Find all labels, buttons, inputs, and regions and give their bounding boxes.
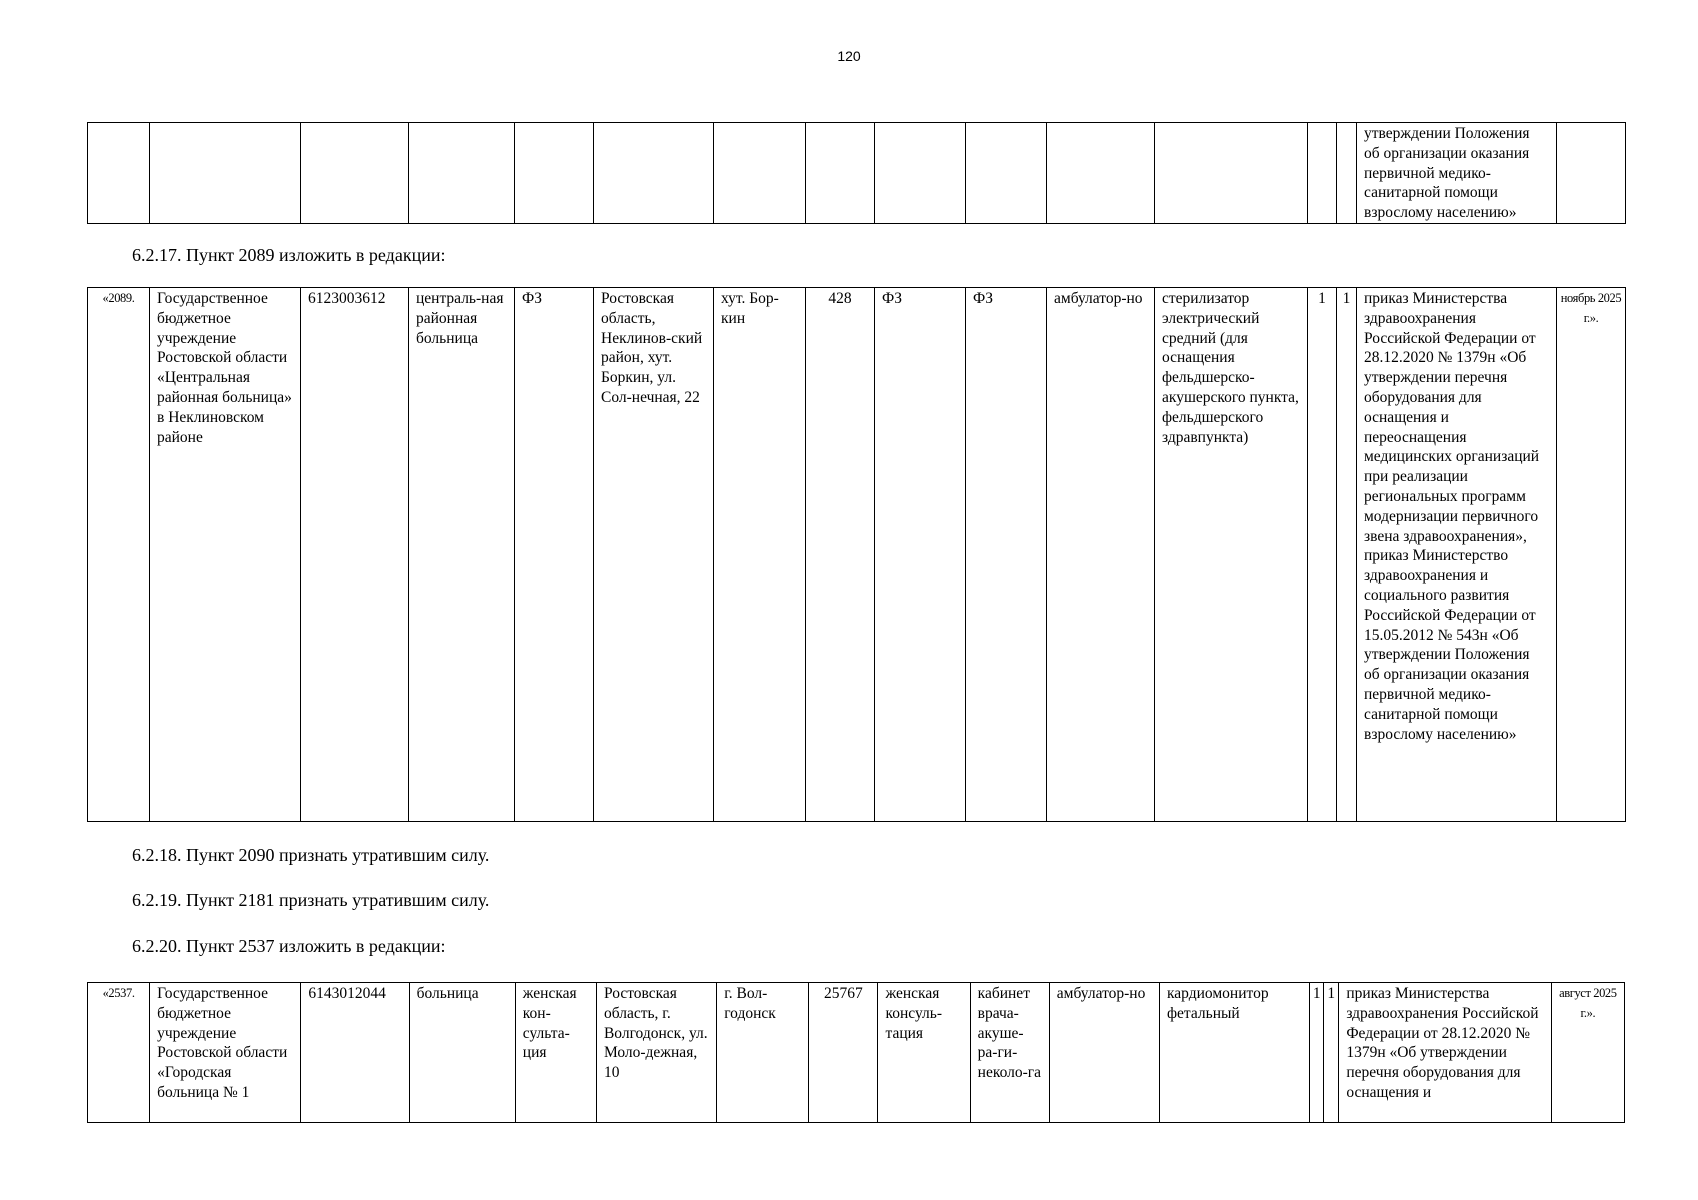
cell-subdivision: ФЗ (515, 288, 594, 822)
cell-date: ноябрь 2025 г.». (1557, 288, 1626, 822)
cell-inn: 6143012044 (301, 983, 409, 1123)
cell-equipment: стерилизатор электрический средний (для оснащения фельдшерско-акушерского пункта, фельдшерского здравпункта) (1155, 288, 1308, 822)
cell-unit: ФЗ (875, 288, 966, 822)
cell-care: амбулатор-но (1049, 983, 1159, 1123)
cell-basis: приказ Министерства здравоохранения Российской Федерации от 28.12.2020 № 1379н «Об утверждении перечня оборудования для оснащения и (1339, 983, 1551, 1123)
table-row-2537 (87, 982, 1625, 1123)
cell-population: 428 (806, 288, 875, 822)
cell-qty2 (1337, 123, 1357, 224)
cell-population (806, 123, 875, 224)
cell-inn: 6123003612 (301, 288, 409, 822)
table-row (88, 288, 1626, 822)
cell-inn (301, 123, 409, 224)
cell-population: 25767 (809, 983, 878, 1123)
table-row (88, 123, 1626, 224)
cell-locality (714, 123, 806, 224)
cell-room (966, 123, 1047, 224)
cell-qty2: 1 (1337, 288, 1357, 822)
paragraph-6-2-18: 6.2.18. Пункт 2090 признать утратившим силу. (132, 845, 490, 865)
cell-care (1047, 123, 1155, 224)
cell-unit (875, 123, 966, 224)
cell-address: Ростовская область, Неклинов-ский район, хут. Боркин, ул. Сол-нечная, 22 (594, 288, 714, 822)
cell-address: Ростовская область, г. Волгодонск, ул. Моло-дежная, 10 (596, 983, 716, 1123)
cell-num (88, 123, 150, 224)
cell-basis: утверждении Положения об организации оказания первичной медико-санитарной помощи взрослому населению» (1357, 123, 1557, 224)
cell-org: Государственное бюджетное учреждение Ростовской области «Центральная районная больница» в Неклиновском районе (150, 288, 301, 822)
cell-subdivision (515, 123, 594, 224)
table-continuation (87, 122, 1626, 224)
cell-equipment (1155, 123, 1308, 224)
cell-basis: приказ Министерства здравоохранения Российской Федерации от 28.12.2020 № 1379н «Об утверждении перечня оборудования для оснащения и переоснащения медицинских организаций при реализации региональных программ модернизации первичного звена здравоохранения», приказ Министерство здравоохранения и социального развития Российской Федерации от 15.05.2012 № 543н «Об утверждении Положения об организации оказания первичной медико-санитарной помощи взрослому населению» (1357, 288, 1557, 822)
cell-qty1: 1 (1310, 983, 1324, 1123)
cell-unit: женская консуль-тация (878, 983, 970, 1123)
cell-room: ФЗ (966, 288, 1047, 822)
page-number: 120 (837, 48, 861, 64)
cell-org (150, 123, 301, 224)
cell-num: «2537. (88, 983, 150, 1123)
cell-care: амбулатор-но (1047, 288, 1155, 822)
cell-address (594, 123, 714, 224)
cell-type (409, 123, 515, 224)
cell-type: больница (409, 983, 515, 1123)
cell-type: централь-ная районная больница (409, 288, 515, 822)
paragraph-6-2-20: 6.2.20. Пункт 2537 изложить в редакции: (132, 936, 446, 956)
cell-equipment: кардиомонитор фетальный (1160, 983, 1310, 1123)
cell-org: Государственное бюджетное учреждение Ростовской области «Городская больница № 1 (150, 983, 301, 1123)
paragraph-6-2-17: 6.2.17. Пункт 2089 изложить в редакции: (132, 245, 446, 265)
cell-locality: г. Вол-годонск (717, 983, 809, 1123)
table-row (88, 983, 1625, 1123)
cell-subdivision: женская кон-сульта-ция (515, 983, 596, 1123)
cell-qty1 (1308, 123, 1337, 224)
cell-date: август 2025 г.». (1551, 983, 1624, 1123)
cell-date (1557, 123, 1626, 224)
cell-qty1: 1 (1308, 288, 1337, 822)
table-row-2089 (87, 287, 1626, 822)
cell-room: кабинет врача-акуше-ра-ги-неколо-га (970, 983, 1049, 1123)
cell-locality: хут. Бор-кин (714, 288, 806, 822)
cell-num: «2089. (88, 288, 150, 822)
paragraph-6-2-19: 6.2.19. Пункт 2181 признать утратившим силу. (132, 890, 490, 910)
cell-qty2: 1 (1324, 983, 1339, 1123)
